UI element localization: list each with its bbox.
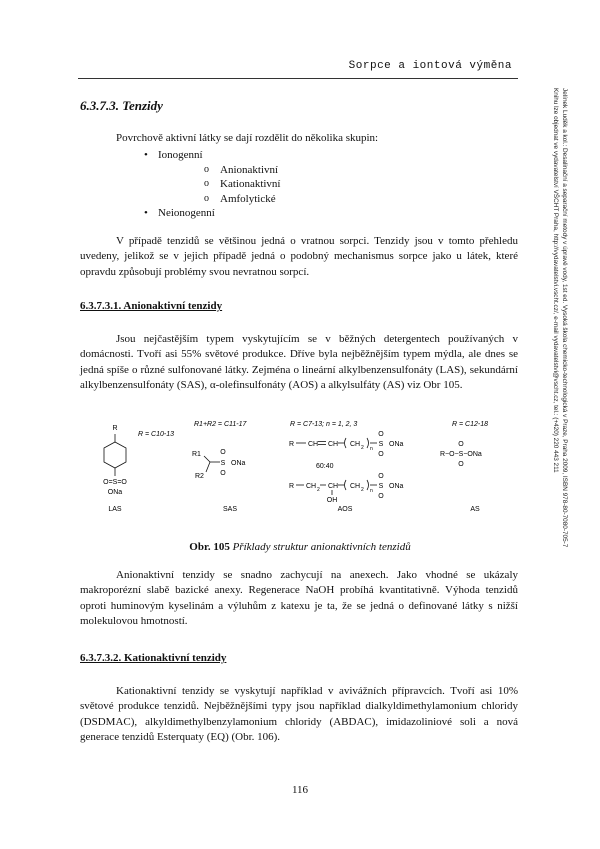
- aos-sub2-bottom: 2: [317, 487, 320, 493]
- side-citation-line-1: Jelínek Luděk a kol.: Desalinační a separační metody v úpravě vody, 1st ed. Vysoká škola chemicko-technologická v Praze, Praha 2009, ISBN 978-80-7080-705-7: [561, 88, 568, 548]
- aos-s-bottom: S: [378, 483, 384, 490]
- las-structure: [104, 434, 126, 476]
- las-so3-group: O=S=O: [103, 479, 127, 486]
- aos-ch-top-2: CH: [328, 441, 339, 448]
- page-number: 116: [291, 784, 309, 796]
- aos-n-top: n: [370, 446, 373, 452]
- running-title: Sorpce a iontová výměna: [348, 60, 512, 72]
- surfactant-groups-list: [80, 148, 520, 221]
- cation-heading: 6.3.7.3.2. Kationaktivní tenzidy: [80, 652, 227, 664]
- section-title: 6.3.7.3. Tenzidy: [80, 98, 163, 113]
- aos-sub2-bottom-2: 2: [361, 487, 364, 493]
- cation-paragraph: Kationaktivní tenzidy se vyskytují například v avivážních přípravcích. Tvoří asi 10% světové produkce tenzidů. Nejběžnějšími typy jsou například dialkyldimethylamonium chloridy (DSDMAC), alkyldimethylbenzylamonium chloridy (ABDAC), imidazoliniové soli a nová generace tenzidů Esterquaty (EQ) (Obr. 106).: [80, 685, 518, 744]
- as-formula: R−O−S−ONa: [440, 451, 482, 458]
- as-o-top: O: [458, 441, 464, 448]
- aos-oh-label: OH: [326, 497, 338, 504]
- aos-n-bottom: n: [370, 488, 373, 494]
- las-r-label: R: [112, 425, 118, 432]
- as-o-bottom: O: [458, 461, 464, 468]
- figure-caption: [80, 541, 520, 553]
- aos-ch2-bottom: CH: [306, 483, 317, 490]
- aos-r-definition: R = C7-13; n = 1, 2, 3: [290, 421, 358, 428]
- figure-structures: [80, 412, 520, 522]
- list-subitem: o Amfolytické: [80, 192, 520, 207]
- aos-name: AOS: [337, 506, 353, 513]
- list-item: • Neionogenní: [80, 206, 520, 221]
- aos-ona-top: ONa: [389, 441, 404, 448]
- side-citation-line-2: Knihu lze objednat ve vydavatelství VŠCHT Praha, http://vydavatelstvi.vscht.cz/, e-mail vydavatelstvi@vscht.cz, tel.: (+420) 220 443 211: [552, 88, 559, 473]
- list-item: • Ionogenní: [80, 148, 520, 163]
- aos-ch-top: CH: [308, 441, 319, 448]
- figure-number: Obr. 105: [189, 541, 230, 553]
- las-ona-label: ONa: [107, 489, 123, 496]
- las-name: LAS: [108, 506, 122, 513]
- sas-ona-label: ONa: [231, 460, 246, 467]
- sas-name: SAS: [222, 506, 238, 513]
- sas-o-top: O: [220, 449, 226, 456]
- las-r-definition: R = C10-13: [138, 431, 174, 438]
- structure-drawing: [80, 412, 520, 522]
- as-r-definition: R = C12-18: [452, 421, 488, 428]
- sas-r2-label: R2: [195, 473, 204, 480]
- anion-paragraph-1: Jsou nejčastějším typem vyskytujícím se v běžných detergentech používaných v domácnosti. Tvoří asi 55% světové produkce. Dříve byla nejběžnějším typem mýdla, ale dnes se jedná spíše o různé sulfonované látky. Zejména o lineární alkylbenzensulfonáty (LAS), sekundární alkylbenzensulfonáty (SAS), α-olefinsulfonáty (AOS) a alkylsulfáty (AS) viz Obr 105.: [80, 333, 518, 392]
- running-header: [78, 58, 518, 79]
- aos-ch2-bottom-2: CH: [350, 483, 361, 490]
- aos-ch-bottom: CH: [328, 483, 339, 490]
- list-subitem: o Kationaktivní: [80, 177, 520, 192]
- aos-r-top: R: [289, 441, 295, 448]
- aos-o-top-2: O: [378, 451, 384, 458]
- aos-o-top-1: O: [378, 431, 384, 438]
- aos-r-bottom: R: [289, 483, 295, 490]
- aos-sub2-top: 2: [361, 445, 364, 451]
- sas-bonds: [204, 456, 220, 472]
- as-name: AS: [470, 506, 480, 513]
- sas-r1-label: R1: [192, 451, 201, 458]
- aos-ona-bottom: ONa: [389, 483, 404, 490]
- sas-r-definition: R1+R2 = C11-17: [194, 421, 247, 428]
- figure-caption-text: Příklady struktur anionaktivních tenzidů: [232, 541, 411, 553]
- aos-ch2-top: CH: [350, 441, 361, 448]
- anion-paragraph-2: Anionaktivní tenzidy se snadno zachycují na anexech. Jako vhodné se ukázaly makroporézní slabě bazické anexy. Regenerace NaOH probíhá kvantitativně. Výhoda tenzidů oproti huminovým kyselinám a výluhům z katexu je ta, že se jedná o definované látky s nižší molekulovou hmotností.: [80, 569, 518, 628]
- sas-o-bottom: O: [220, 470, 226, 477]
- aos-s-top: S: [378, 441, 384, 448]
- list-subitem: o Anionaktivní: [80, 163, 520, 178]
- side-citation: [549, 88, 569, 628]
- aos-ratio: 60:40: [316, 463, 334, 470]
- sas-s-label: S: [220, 460, 226, 467]
- section-intro: Povrchově aktivní látky se dají rozdělit do několika skupin:: [116, 132, 379, 144]
- anion-heading: 6.3.7.3.1. Anionaktivní tenzidy: [80, 300, 223, 312]
- aos-o-bottom-1: O: [378, 473, 384, 480]
- aos-o-bottom-2: O: [378, 493, 384, 500]
- section-paragraph: V případě tenzidů se většinou jedná o vratnou sorpci. Tenzidy jsou v tomto přehledu uvedeny, jelikož se v jejich případě jedná o podobný mechanismus sorpce jako u látek, které opravdu způsobují problémy svou nevratnou sorpcí.: [80, 235, 518, 278]
